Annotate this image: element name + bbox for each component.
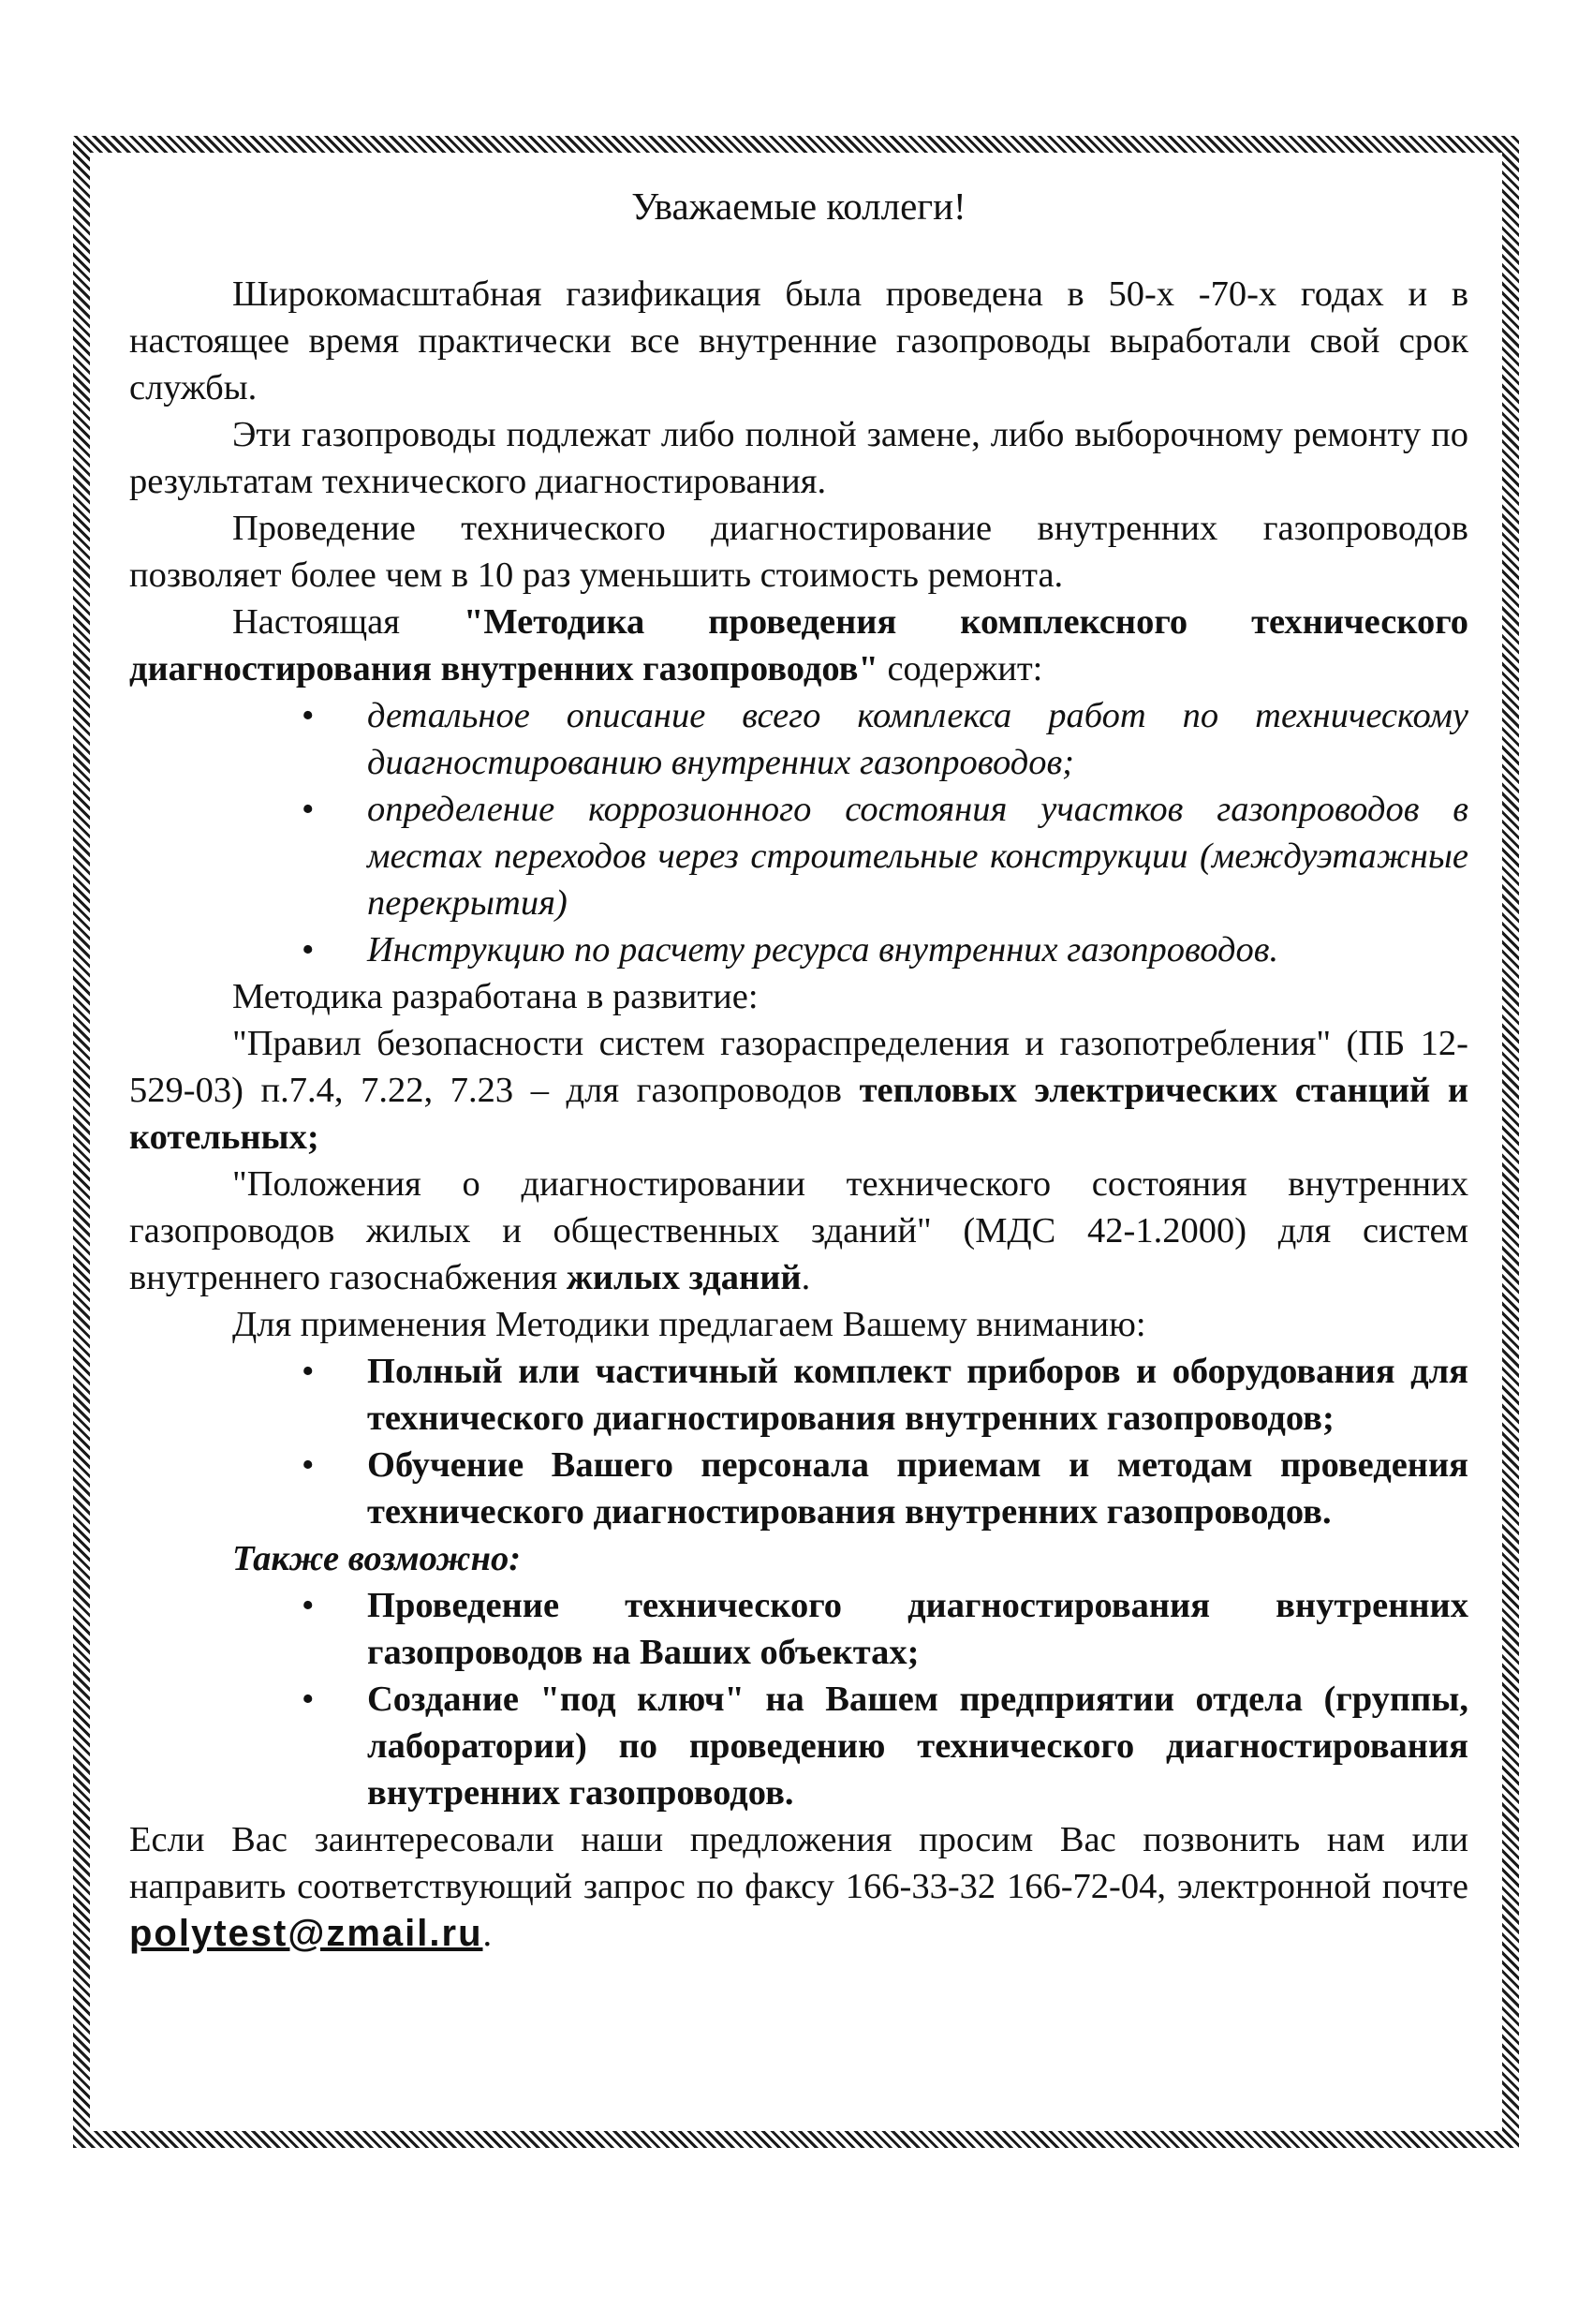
safety-rules-text: "Правил безопасности систем газораспределения и газопотребления" (ПБ 12-529-03) п.7.4, 7.22, 7.23 – для газопроводов [129,1024,1468,1110]
also-possible-list [129,1582,1468,1816]
also-possible-heading: Также возможно: [232,1539,522,1578]
email-link[interactable]: polytest@zmail.ru [129,1913,483,1954]
list-item: • Полный или частичный комплект приборов и оборудования для технического диагностирования внутренних газопроводов; [367,1348,1468,1442]
regulations-end: . [801,1258,811,1297]
offer-list [129,1348,1468,1535]
contact-end: . [482,1915,493,1954]
development-lead: Методика разработана в развитие: [232,977,759,1016]
intro-paragraph-2: Эти газопроводы подлежат либо полной замене, либо выборочному ремонту по результатам технического диагностирования. [129,415,1468,501]
letter-content [129,183,1468,1958]
methodology-paragraph [129,599,1468,692]
methodology-prefix: Настоящая [232,602,464,642]
intro-paragraph-1: Широкомасштабная газификация была проведена в 50-х -70-х годах и в настоящее время практически все внутренние газопроводы выработали свой срок службы. [129,274,1468,407]
regulations-scope: жилых зданий [566,1258,802,1297]
list-item: • Обучение Вашего персонала приемам и методам проведения технического диагностирования внутренних газопроводов. [367,1442,1468,1535]
list-item: • определение коррозионного состояния участков газопроводов в местах переходов через строительные конструкции (междуэтажные перекрытия) [367,786,1468,926]
regulations-paragraph [129,1161,1468,1301]
regulations-text: "Положения о диагностировании технического состояния внутренних газопроводов жилых и общественных зданий" (МДС 42-1.2000) для систем внутреннего газоснабжения [129,1164,1468,1297]
offer-lead: Для применения Методики предлагаем Вашему вниманию: [232,1305,1146,1344]
page-title: Уважаемые коллеги! [631,185,966,228]
contact-paragraph [129,1816,1468,1958]
intro-paragraph-3: Проведение технического диагностирование внутренних газопроводов позволяет более чем в 10 раз уменьшить стоимость ремонта. [129,509,1468,595]
contact-text: Если Вас заинтересовали наши предложения просим Вас позвонить нам или направить соответствующий запрос по факсу 166-33-32 166-72-04, электронной почте [129,1820,1468,1906]
methodology-suffix: содержит: [878,649,1043,688]
safety-rules-paragraph [129,1020,1468,1161]
list-item: • Создание "под ключ" на Вашем предприятии отдела (группы, лаборатории) по проведению технического диагностирования внутренних газопроводов. [367,1676,1468,1816]
list-item: • Инструкцию по расчету ресурса внутренних газопроводов. [367,926,1468,973]
safety-rules-scope: тепловых электрических станций и котельных; [129,1071,1469,1157]
list-item: • детальное описание всего комплекса работ по техническому диагностированию внутренних газопроводов; [367,692,1468,786]
methodology-list [129,692,1468,973]
list-item: • Проведение технического диагностирования внутренних газопроводов на Ваших объектах; [367,1582,1468,1676]
methodology-name: "Методика проведения комплексного технического диагностирования внутренних газопроводов" [129,602,1468,688]
